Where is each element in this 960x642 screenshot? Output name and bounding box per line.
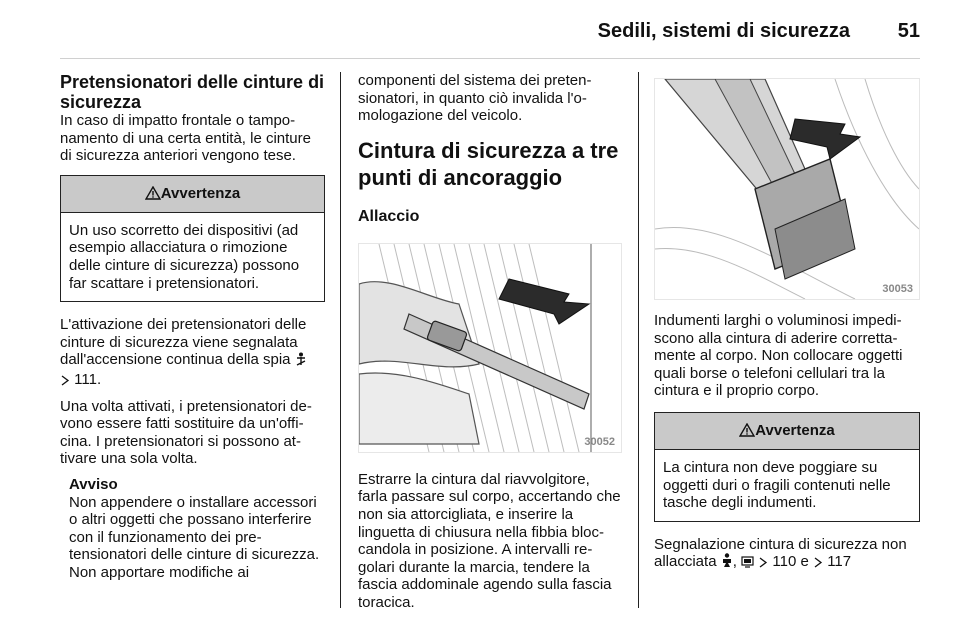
warning-body-1: Un uso scorretto dei dispositivi (ad esempio allacciatura o rimozione delle cinture di sicurezza) possono far scattare i pretensionatori. (69, 221, 300, 292)
reference-arrow-icon (60, 373, 70, 391)
header-divider (60, 58, 920, 59)
intro-paragraph: In caso di impatto frontale o tamponamento di una certa entità, le cinture di sicurezza anteriori vengono tese. (60, 112, 311, 165)
column-divider-2 (638, 72, 639, 608)
replacement-paragraph: Una volta attivati, i pretensionatori devono essere fatti sostituire da un'officina. I pretensionatori si possono attivare una sola volta. (60, 397, 312, 468)
warning-title-2: Avvertenza (755, 421, 835, 439)
warning-title-1: Avvertenza (160, 184, 241, 202)
loose-clothing-paragraph: Indumenti larghi o voluminosi impediscono alla cintura di aderire correttamente al corpo. Non collocare oggetti quali borse o telefoni cellulari tra la cintura e il proprio corpo. (654, 312, 903, 400)
notice-body: Non appendere o installare accessori o altri oggetti che possano interferire con il funzionamento dei pretensionatori delle cinture di sicurezza. Non apportare modifiche ai (69, 493, 320, 581)
column-3 (654, 72, 920, 573)
notice-block (69, 476, 325, 582)
warning-header-2 (655, 413, 919, 450)
section-title: Sedili, sistemi di sicurezza (597, 20, 850, 42)
reference-arrow-icon (813, 555, 823, 573)
signal-conjunction: e (800, 553, 809, 571)
heading-pretensioners: Pretensionatori delle cinture di sicurezza (60, 72, 325, 112)
notice-title: Avviso (69, 475, 118, 493)
figure-buckle-fastening (358, 243, 622, 453)
figure-number-30052: 30052 (584, 435, 615, 448)
signal-paragraph: Segnalazione cintura di sicurezza non allacciata , 110 e 117 (654, 536, 920, 573)
display-icon (741, 555, 754, 573)
warning-body-2: La cintura non deve poggiare su oggetti duri o fragili contenuti nelle tasche degli indumenti. (663, 458, 891, 512)
warning-triangle-icon (739, 415, 755, 451)
activation-page-ref: 111. (74, 370, 102, 388)
signal-page-ref-2: 117 (827, 553, 852, 571)
page-number: 51 (897, 20, 920, 42)
fastening-instructions: Estrarre la cintura dal riavvolgitore, farla passare sul corpo, accertando che non sia attorcigliata, e inserire la linguetta di chiusura nella fibbia bloccandola in posizione. A intervalli regolari durante la marcia, tendere la fascia addominale agendo sulla fascia toracica. (358, 470, 621, 611)
belt-buckle-illustration (655, 79, 919, 299)
warning-header-1 (61, 176, 324, 213)
page-header (0, 0, 960, 60)
figure-belt-buckle (654, 78, 920, 300)
belt-fastening-illustration (359, 244, 621, 452)
figure-number-30053: 30053 (882, 283, 913, 295)
subheading-fastening: Allaccio (358, 207, 420, 225)
seatbelt-reminder-icon (721, 553, 733, 573)
warning-box-1 (60, 175, 325, 302)
heading-three-point-belt: Cintura di sicurezza a tre punti di ancoraggio (358, 137, 619, 190)
column-2 (358, 72, 623, 612)
reference-arrow-icon (758, 555, 768, 573)
column-1 (60, 72, 325, 581)
column-divider-1 (340, 72, 341, 608)
seatbelt-pretensioner-lamp-icon (295, 352, 307, 371)
signal-page-ref-1: 110 (772, 553, 797, 571)
signal-text: Segnalazione cintura di sicurezza non allacciata (654, 535, 907, 571)
continuation-paragraph: componenti del sistema dei pretensionatori, in quanto ciò invalida l'omologazione del veicolo. (358, 72, 592, 125)
activation-text: L'attivazione dei pretensionatori delle cinture di sicurezza viene segnalata dall'accensione continua della spia (60, 316, 307, 369)
warning-box-2 (654, 412, 920, 522)
activation-paragraph (60, 316, 325, 390)
warning-triangle-icon (145, 178, 161, 214)
